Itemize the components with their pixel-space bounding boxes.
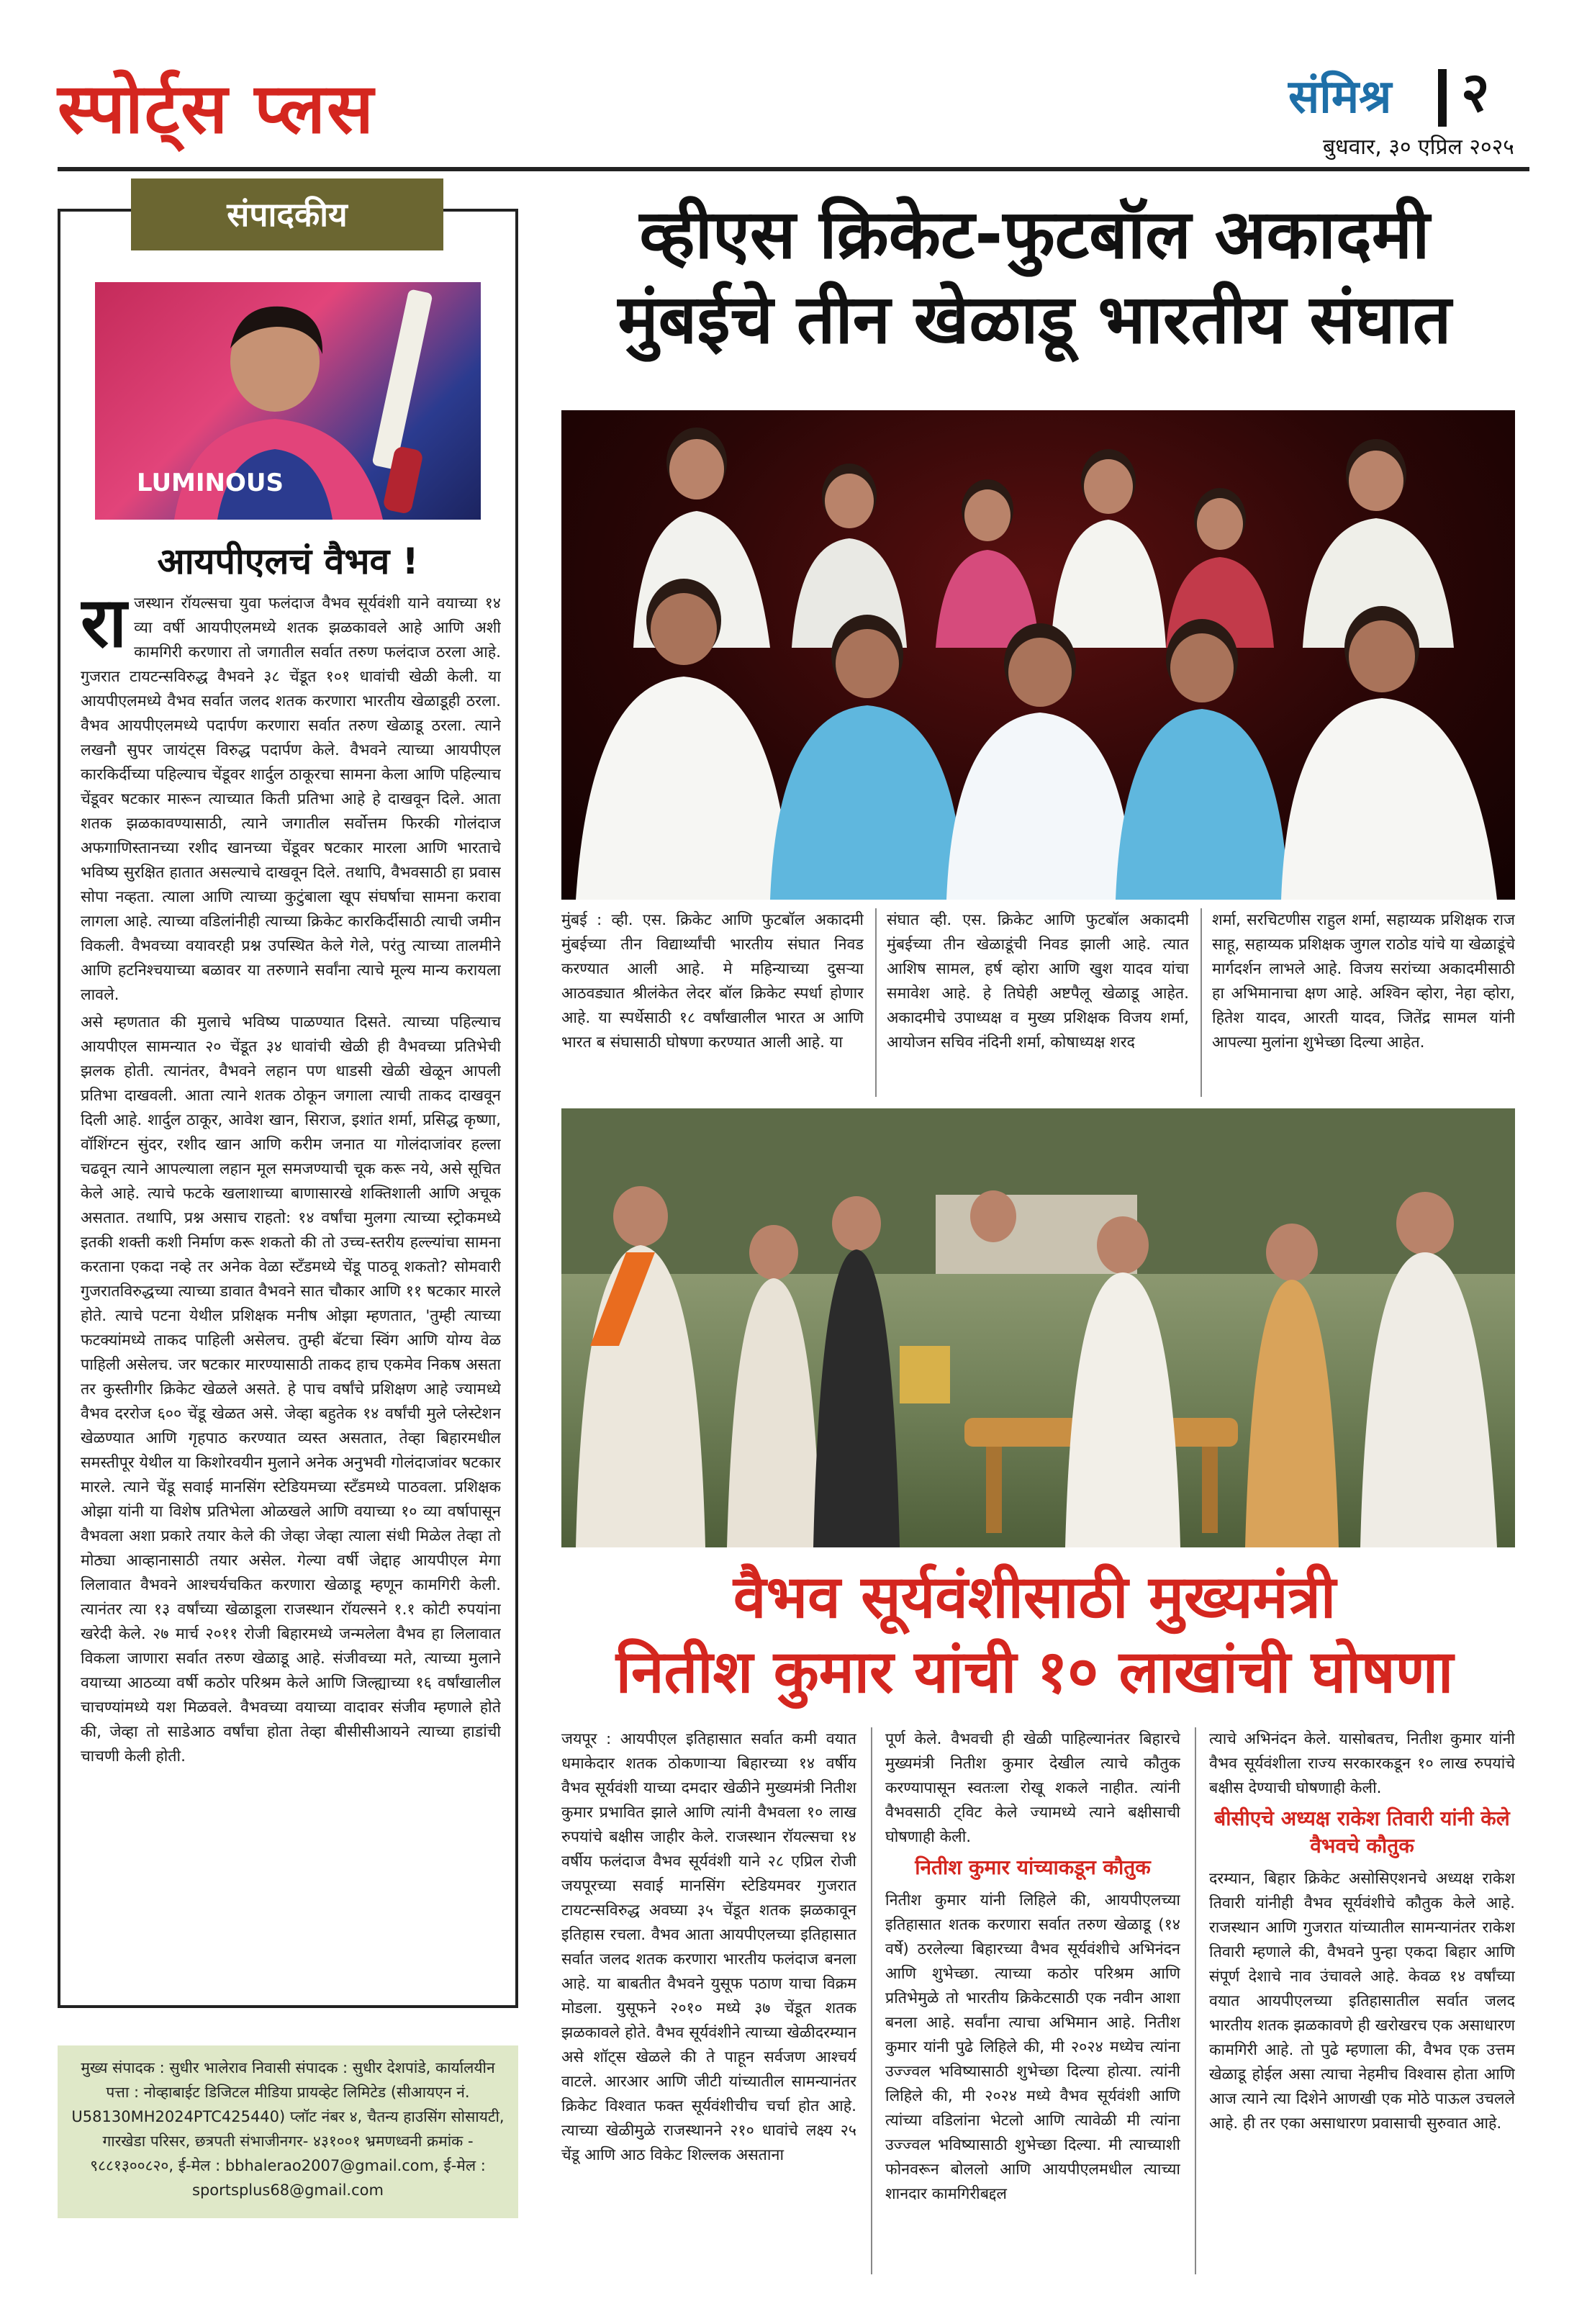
- story1-headline-line2: मुंबईचे तीन खेळाडू भारतीय संघात: [618, 281, 1452, 359]
- issue-date: बुधवार, ३० एप्रिल २०२५: [1323, 135, 1514, 160]
- masthead-divider: [1438, 69, 1447, 127]
- story1-text: शर्मा, सरचिटणीस राहुल शर्मा, सहाय्यक प्रशिक्षक राज साहू, सहाय्यक प्रशिक्षक जुगल राठोड यांचे या खेळाडूंचे मार्गदर्शन लाभले आहे. विजय सरांच्या अकादमीसाठी हा अभिमानाचा क्षण आहे. अश्विन व्होरा, नेहा व्होरा, हितेश यादव, आरती यादव, जितेंद्र सामल यांनी आपल्या मुलांना शुभेच्छा दिल्या आहेत.: [1212, 911, 1515, 1052]
- story1-headline-line1: व्हीएस क्रिकेट-फुटबॉल अकादमी: [639, 196, 1430, 274]
- column-rule: [1201, 908, 1202, 1097]
- page-number: २: [1461, 60, 1490, 124]
- team-photo-illustration: [561, 410, 1515, 900]
- story2-subhead-2: बीसीएचे अध्यक्ष राकेश तिवारी यांनी केले वैभवचे कौतुक: [1214, 1807, 1510, 1858]
- jersey-logo-text: LUMINOUS: [137, 469, 284, 497]
- masthead-rule: [58, 167, 1529, 171]
- story2-headline-line2: नितीश कुमार यांची १० लाखांची घोषणा: [615, 1638, 1454, 1706]
- story2-text: त्याचे अभिनंदन केले. यासोबतच, नितीश कुमार यांनी वैभव सूर्यवंशीला राज्य सरकारकडून १० लाख रुपयांचे बक्षीस देण्याची घोषणाही केली.: [1209, 1730, 1515, 1797]
- story2-text: दरम्यान, बिहार क्रिकेट असोसिएशनचे अध्यक्ष राकेश तिवारी यांनीही वैभव सूर्यवंशीचे कौतुक केले आहे. राजस्थान आणि गुजरात यांच्यातील सामन्यानंतर राकेश तिवारी म्हणाले की, वैभवने पुन्हा एकदा बिहार आणि संपूर्ण देशाचे नाव उंचावले आहे. केवळ १४ वर्षांच्या वयात आयपीएलच्या इतिहासातील सर्वात जलद भारतीय शतक झळकावणे ही खरोखरच एक असाधारण कामगिरी आहे. तो पुढे म्हणाला की, वैभव एक उत्तम खेळाडू होईल असा त्याचा नेहमीच विश्वास होता आणि आज त्याने त्या दिशेने आणखी एक मोठे पाऊल उचलले आहे. ही तर एका असाधारण प्रवासाची सुरुवात आहे.: [1209, 1870, 1515, 2133]
- column-rule: [871, 1727, 872, 2274]
- story2-column-3: [1209, 1727, 1515, 2274]
- story2-headline: [554, 1560, 1515, 1710]
- story1-column-1: [561, 908, 864, 1097]
- story1-headline: [554, 193, 1515, 363]
- story2-text: पूर्ण केले. वैभवची ही खेळी पाहिल्यानंतर बिहारचे मुख्यमंत्री नितीश कुमार देखील त्याचे कौतुक करण्यापासून स्वतःला रोखू शकले नाहीत. त्यांनी वैभवसाठी ट्विट केले ज्यामध्ये त्याने बक्षीसाची घोषणाही केली.: [885, 1730, 1180, 1846]
- story2-headline-line1: वैभव सूर्यवंशीसाठी मुख्यमंत्री: [733, 1563, 1337, 1632]
- story1-column-3: [1212, 908, 1515, 1097]
- editorial-tab: संपादकीय: [131, 178, 443, 250]
- story2-column-1: [561, 1727, 856, 2274]
- story1-text: संघात व्ही. एस. क्रिकेट आणि फुटबॉल अकादमी मुंबईच्या तीन खेळाडूंची निवड झाली आहे. त्यात आशिष सामल, हर्ष व्होरा आणि खुश यादव यांचा समावेश आहे. हे तिघेही अष्टपैलू खेळाडू आहेत. अकादमीचे उपाध्यक्ष व मुख्य प्रशिक्षक विजय शर्मा, आयोजन सचिव नंदिनी शर्मा, कोषाध्यक्ष शरद: [887, 911, 1189, 1052]
- story2-felicitation-photo: [561, 1108, 1515, 1547]
- story2-text: जयपूर : आयपीएल इतिहासात सर्वात कमी वयात धमाकेदार शतक ठोकणाऱ्या बिहारच्या १४ वर्षीय वैभव सूर्यवंशी याच्या दमदार खेळीने मुख्यमंत्री नितीश कुमार प्रभावित झाले आणि त्यांनी वैभवला १० लाख रुपयांचे बक्षीस जाहीर केले. राजस्थान रॉयल्सचा १४ वर्षीय फलंदाज वैभव सूर्यवंशी याने २८ एप्रिल रोजी जयपूरच्या सवाई मानसिंग स्टेडियमवर गुजरात टायटन्सविरुद्ध अवघ्या ३५ चेंडूत शतक झळकावून इतिहास रचला. वैभव आता आयपीएलच्या इतिहासात सर्वात जलद शतक करणारा भारतीय फलंदाज बनला आहे. या बाबतीत वैभवने युसूफ पठाण याचा विक्रम मोडला. युसूफने २०१० मध्ये ३७ चेंडूत शतक झळकावले होते. वैभव सूर्यवंशीने त्याच्या खेळीदरम्यान असे शॉट्स खेळले की ते पाहून सर्वजण आश्चर्य वाटले. आरआर आणि जीटी यांच्यातील सामन्यानंतर क्रिकेट विश्वात फक्त सूर्यवंशीचीच चर्चा होत आहे. त्याच्या खेळीमुळे राजस्थानने २१० धावांचे लक्ष्य २५ चेंडू आणि आठ विकेट शिल्लक असताना: [561, 1730, 856, 2164]
- column-rule: [875, 908, 877, 1097]
- editorial-body: [81, 592, 501, 1995]
- editorial-headline: आयपीएलचं वैभव !: [157, 541, 419, 582]
- story2-subhead-1: नितीश कुमार यांच्याकडून कौतुक: [915, 1855, 1151, 1879]
- batsman-illustration: [95, 282, 481, 520]
- story2-text: नितीश कुमार यांनी लिहिले की, आयपीएलच्या इतिहासात शतक करणारा सर्वात तरुण खेळाडू (१४ वर्षे) ठरलेल्या बिहारच्या वैभव सूर्यवंशीचे अभिनंदन आणि शुभेच्छा. त्याच्या कठोर परिश्रम आणि प्रतिभेमुळे तो भारतीय क्रिकेटसाठी एक नवीन आशा बनला आहे. सर्वांना त्याचा अभिमान आहे. नितीश कुमार यांनी पुढे लिहिले की, मी २०२४ मध्येच त्यांना उज्ज्वल भविष्यासाठी शुभेच्छा दिल्या होत्या. त्यांनी लिहिले की, मी २०२४ मध्ये वैभव सूर्यवंशी आणि त्यांच्या वडिलांना भेटलो आणि त्यावेळी मी त्यांना उज्ज्वल भविष्यासाठी शुभेच्छा दिल्या. मी त्याच्याशी फोनवरून बोललो आणि आयपीएलमधील त्याच्या शानदार कामगिरीबद्दल: [885, 1891, 1180, 2203]
- editorial-photo: [95, 282, 481, 520]
- section-name: संमिश्र: [1288, 71, 1392, 124]
- credit-box: [58, 2045, 518, 2218]
- story1-team-photo: [561, 410, 1515, 900]
- story1-column-2: [887, 908, 1189, 1097]
- editorial-paragraph: जस्थान रॉयल्सचा युवा फलंदाज वैभव सूर्यवंशी याने वयाच्या १४ व्या वर्षी आयपीएलमध्ये शतक झळकावले आहे आणि अशी कामगिरी करणारा तो जगातील सर्वात तरुण फलंदाज ठरला आहे. गुजरात टायटन्सविरुद्ध वैभवने ३८ चेंडूत १०१ धावांची खेळी केली. या आयपीएलमध्ये वैभव सर्वात जलद शतक करणारा भारतीय खेळाडूही ठरला. वैभव आयपीएलमध्ये पदार्पण करणारा सर्वात तरुण खेळाडू ठरला. त्याने लखनौ सुपर जायंट्स विरुद्ध पदार्पण केले. वैभवने त्याच्या आयपीएल कारकिर्दीच्या पहिल्याच चेंडूवर शार्दुल ठाकूरचा सामना केला आणि पहिल्याच चेंडूवर षटकार मारून त्याच्यात किती प्रतिभा आहे हे दाखवून दिले. आता शतक झळकावण्यासाठी, त्याने जगातील सर्वोत्तम फिरकी गोलंदाज अफगाणिस्तानच्या रशीद खानच्या चेंडूवर षटकार मारला आणि भारताचे भविष्य सुरक्षित हातात असल्याचे दाखवून दिले. तथापि, वैभवसाठी हा प्रवास सोपा नव्हता. त्याला आणि त्याच्या कुटुंबाला खूप संघर्षाचा सामना करावा लागला आहे. त्याच्या वडिलांनीही त्याच्या क्रिकेट कारकिर्दीसाठी त्याची जमीन विकली. वैभवच्या वयावरही प्रश्न उपस्थित केले गेले, परंतु त्याच्या तालमीने आणि हटनिश्चयाच्या बळावर या तरुणाने सर्वांना त्याचे मूल्य मान्य करायला लावले.: [81, 594, 501, 1004]
- story1-text: मुंबई : व्ही. एस. क्रिकेट आणि फुटबॉल अकादमी मुंबईच्या तीन विद्यार्थ्यांची भारतीय संघात निवड करण्यात आली आहे. मे महिन्याच्या दुसऱ्या आठवड्यात श्रीलंकेत लेदर बॉल क्रिकेट स्पर्धा होणार आहे. या स्पर्धेसाठी १८ वर्षांखालील भारत अ आणि भारत ब संघासाठी घोषणा करण्यात आली आहे. या: [561, 911, 864, 1052]
- masthead-title: स्पोर्ट्स प्लस: [58, 68, 375, 149]
- story2-column-2: [885, 1727, 1180, 2274]
- column-rule: [1195, 1727, 1196, 2274]
- felicitation-photo-illustration: [561, 1108, 1515, 1547]
- credit-text: मुख्य संपादक : सुधीर भालेराव निवासी संपादक : सुधीर देशपांडे, कार्यालयीन पत्ता : नोव्हाबाईट डिजिटल मीडिया प्रायव्हेट लिमिटेड (सीआयएन नं. U58130MH2024PTC425440) प्लॉट नंबर ४, चैतन्य हाउसिंग सोसायटी, गारखेडा परिसर, छत्रपती संभाजीनगर- ४३१००१ भ्रमणध्वनी क्रमांक - ९८८१३००८२०, ई-मेल : bbhalerao2007@gmail.com, ई-मेल : sportsplus68@gmail.com: [71, 2059, 505, 2199]
- editorial-paragraph: असे म्हणतात की मुलाचे भविष्य पाळण्यात दिसते. त्याच्या पहिल्याच आयपीएल सामन्यात २० चेंडूत ३४ धावांची खेळी ही वैभवच्या प्रतिभेची झलक होती. त्यानंतर, वैभवने लहान पण धाडसी खेळी खेळून आपली प्रतिभा दाखवली. आता त्याने शतक ठोकून जगाला त्याची ताकद दाखवून दिली आहे. शार्दुल ठाकूर, आवेश खान, सिराज, इशांत शर्मा, प्रसिद्ध कृष्णा, वॉशिंग्टन सुंदर, रशीद खान आणि करीम जनात या गोलंदाजांवर हल्ला चढवून त्याने आपल्याला लहान मूल समजण्याची चूक करू नये, असे सूचित केले आहे. त्याचे फटके खलाशाच्या बाणासारखे शक्तिशाली आणि अचूक असतात. तथापि, प्रश्न असाच राहतो: १४ वर्षांचा मुलगा त्याच्या स्ट्रोकमध्ये इतकी शक्ती कशी निर्माण करू शकतो की तो उच्च-स्तरीय हल्ल्यांचा सामना करताना एकदा नव्हे तर अनेक वेळा स्टँडमध्ये चेंडू पाठवू शकतो? सोमवारी गुजरातविरुद्धच्या त्याच्या डावात वैभवने सात चौकार आणि ११ षटकार मारले होते. त्याचे पटना येथील प्रशिक्षक मनीष ओझा म्हणतात, 'तुम्ही त्याच्या फटक्यांमध्ये ताकद पाहिली असेलच. तुम्ही बॅटचा स्विंग आणि योग्य वेळ पाहिली असेलच. जर षटकार मारण्यासाठी ताकद हाच एकमेव निकष असता तर कुस्तीगीर क्रिकेट खेळले असते. हे पाच वर्षांचे प्रशिक्षण आहे ज्यामध्ये वैभव दररोज ६०० चेंडू खेळत असे. जेव्हा बहुतेक १४ वर्षांची मुले प्लेस्टेशन खेळण्यात आणि गृहपाठ करण्यात व्यस्त असतात, तेव्हा बिहारमधील समस्तीपूर येथील या किशोरवयीन मुलाने अनेक अनुभवी गोलंदाजांवर षटकार मारले. त्याने चेंडू सवाई मानसिंग स्टेडियमच्या स्टँडमध्ये पाठवला. प्रशिक्षक ओझा यांनी या विशेष प्रतिभेला ओळखले आणि वयाच्या १० व्या वर्षापासून वैभवला अशा प्रकारे तयार केले की जेव्हा जेव्हा त्याला संधी मिळेल तेव्हा तो मोठ्या आव्हानासाठी तयार असेल. गेल्या वर्षी जेद्दाह आयपीएल मेगा लिलावात वैभवने आश्चर्यचकित करणारा खेळाडू म्हणून कामगिरी केली. त्यानंतर त्या १३ वर्षांच्या खेळाडूला राजस्थान रॉयल्सने १.१ कोटी रुपयांना खरेदी केले. २७ मार्च २०११ रोजी बिहारमध्ये जन्मलेला वैभव हा लिलावात विकला जाणारा सर्वात तरुण खेळाडू आहे. संजीवच्या मते, त्याच्या मुलाने वयाच्या आठव्या वर्षी कठोर परिश्रम केले आणि जिल्ह्याच्या १६ वर्षांखालील चाचण्यांमध्ये यश मिळवले. वैभवच्या वयाच्या वादावर संजीव म्हणाले होते की, जेव्हा तो साडेआठ वर्षांचा होता तेव्हा बीसीसीआयने त्याच्या हाडांची चाचणी केली होती.: [81, 1013, 501, 1765]
- dropcap: रा: [81, 592, 127, 663]
